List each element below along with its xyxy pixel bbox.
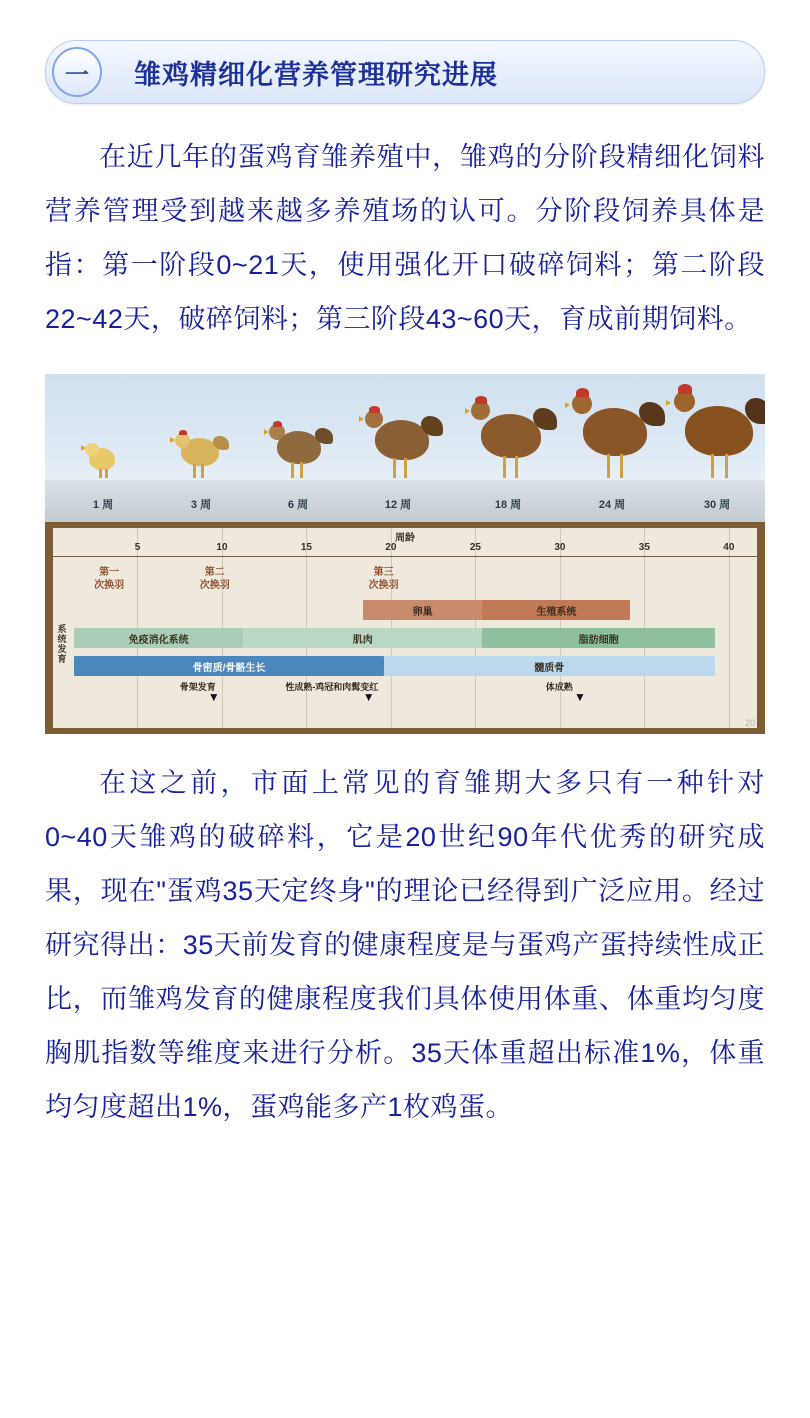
document-page [0,40,810,1418]
chicken-24-week [569,384,665,478]
photo-label-3: 6 周 [287,499,309,511]
figure-growth-stages [45,374,765,734]
timeline-tick-40: 40 [723,542,735,553]
timeline-tick-15: 15 [300,542,312,553]
paragraph-2: 在这之前，市面上常见的育雏期大多只有一种针对0~40天雏鸡的破碎料，它是20世纪90年代优秀的研究成果，现在"蛋鸡35天定终身"的理论已经得到广泛应用。经过研究得出：35天前发育的健康程度是与蛋鸡产蛋持续性成正比，而雏鸡发育的健康程度我们具体使用体重、体重均匀度胸肌指数等维度来进行分析。35天体重超出标准1%，体重均匀度超出1%，蛋鸡能多产1枚鸡蛋。 [45,768,765,1122]
photo-label-2: 3 周 [190,499,212,511]
annot-body-maturity: 体成熟 [545,682,573,692]
chicken-18-week [469,392,557,478]
molt-3-line1: 第三 [373,567,394,578]
timeline-axis-title: 周龄 [395,533,415,544]
bar-fat-cells: 脂肪细胞 [482,628,714,648]
bar-muscle: 肌肉 [243,628,482,648]
paragraph-1: 在近几年的蛋鸡育雏养殖中，雏鸡的分阶段精细化饲料营养管理受到越来越多养殖场的认可。分阶段饲养具体是指：第一阶段0~21天，使用强化开口破碎饲料；第二阶段22~42天，破碎饲料；第三阶段43~60天，育成前期饲料。 [45,142,765,334]
bar-reproductive: 生殖系统 [482,600,630,620]
photo-label-1: 1 周 [92,499,114,511]
timeline-chart [45,522,765,734]
timeline-tick-35: 35 [638,542,650,553]
section-number-badge: 一 [52,47,102,97]
chicken-30-week [671,380,765,478]
chicken-3-week [173,426,229,478]
chicken-1-week [83,442,121,478]
timeline-tick-25: 25 [469,542,481,553]
molt-label-3 [349,566,419,592]
molt-2-line2: 次换羽 [199,580,230,591]
bar-bone-density: 骨密质/骨骼生长 [74,656,384,676]
timeline-tick-20: 20 [385,542,397,553]
section-header [45,40,765,104]
photo-strip-chicken-growth [45,374,765,522]
timeline-plot-area [53,528,757,728]
page-title: 雏鸡精细化营养管理研究进展 [134,59,498,90]
photo-label-4: 12 周 [384,499,412,511]
molt-1-line2: 次换羽 [94,580,125,591]
bar-medullary-bone: 髓质骨 [384,656,715,676]
timeline-tick-30: 30 [554,542,566,553]
molt-label-2 [180,566,250,592]
molt-3-line2: 次换羽 [368,580,399,591]
timeline-axis-line [53,556,757,557]
bar-immune-digestive: 免疫消化系统 [74,628,243,648]
figure-corner-number: 20 [744,718,755,728]
photo-label-7: 30 周 [703,499,731,511]
molt-1-line1: 第一 [99,567,120,578]
arrow-skeleton: ▼ [207,690,220,704]
arrow-sexual-maturity: ▼ [362,690,375,704]
photo-label-6: 24 周 [598,499,626,511]
photo-label-5: 18 周 [494,499,522,511]
annot-skeleton: 骨架发育 [179,682,216,692]
molt-2-line1: 第二 [204,567,225,578]
molt-label-1 [74,566,144,592]
annot-sexual-maturity: 性成熟-鸡冠和肉髯变红 [285,682,379,692]
chicken-6-week [267,416,333,478]
timeline-tick-5: 5 [134,542,141,553]
timeline-side-label: 系统发育 [57,624,67,664]
arrow-body-maturity: ▼ [573,690,586,704]
bar-ovary: 卵巢 [363,600,483,620]
timeline-tick-10: 10 [216,542,228,553]
chicken-12-week [363,402,443,478]
